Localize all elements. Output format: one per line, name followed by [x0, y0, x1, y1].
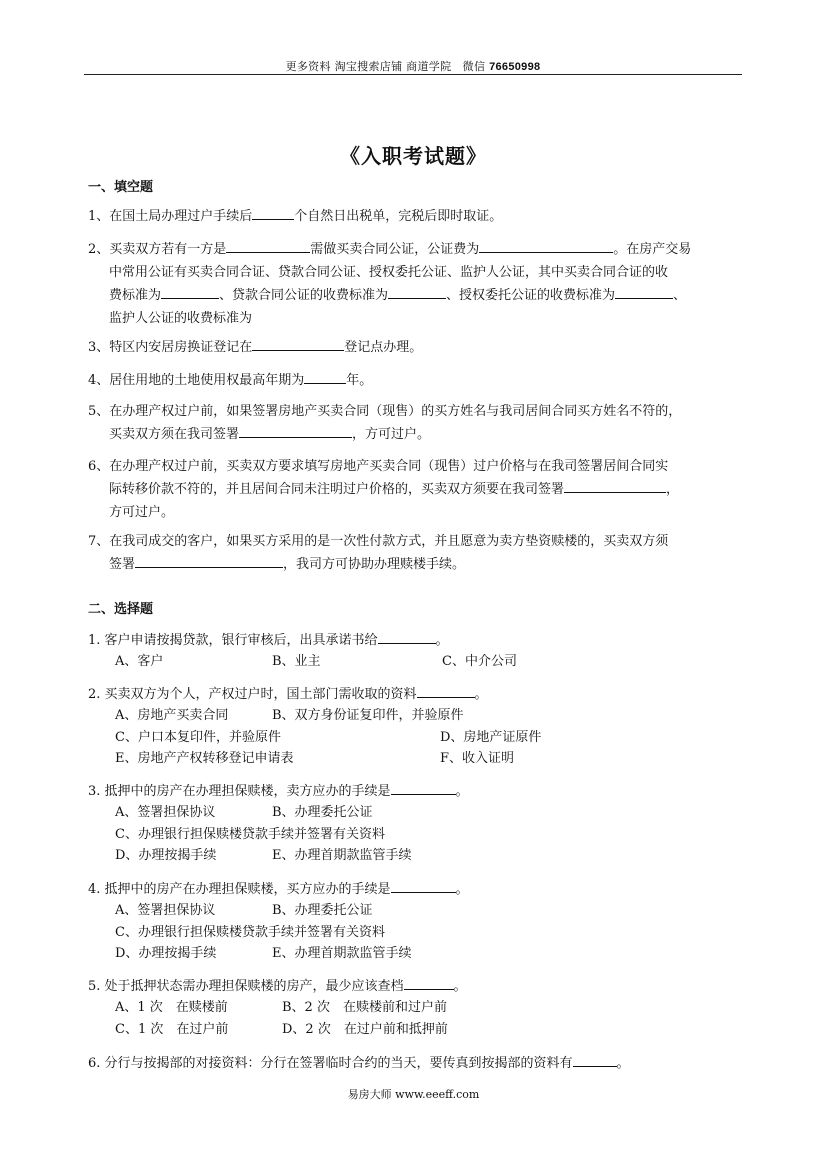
option[interactable]: D、办理按揭手续 — [115, 848, 217, 863]
option[interactable]: B、2 次 在赎楼前和过户前 — [282, 1000, 447, 1015]
question-3: 3、特区内安居房换证登记在 登记点办理。 — [88, 336, 740, 359]
answer-blank[interactable] — [391, 780, 456, 795]
choice-question-4: 4. 抵押中的房产在办理担保赎楼，买方应办的手续是 。 — [88, 878, 740, 901]
option[interactable]: A、1 次 在赎楼前 — [115, 1000, 228, 1015]
option[interactable]: A、签署担保协议 — [115, 903, 216, 918]
option[interactable]: C、1 次 在过户前 — [115, 1021, 229, 1037]
question-1: 1、在国土局办理过户手续后 个自然日出税单，完税后即时取证。 — [88, 205, 740, 228]
answer-blank[interactable] — [388, 284, 446, 299]
answer-blank[interactable] — [391, 878, 456, 893]
header-text: 更多资料 淘宝搜索店铺 商道学院 微信 — [285, 60, 490, 73]
option[interactable]: D、2 次 在过户前和抵押前 — [282, 1021, 448, 1037]
answer-blank[interactable] — [135, 553, 283, 568]
option[interactable]: C、办理银行担保赎楼贷款手续并签署有关资料 — [115, 924, 385, 940]
choice-question-5: 5. 处于抵押状态需办理担保赎楼的房产，最少应该查档 。 — [88, 975, 740, 998]
header-rule — [84, 74, 742, 75]
option[interactable]: E、办理首期款监管手续 — [272, 946, 412, 961]
choice-question-3: 3. 抵押中的房产在办理担保赎楼，卖方应办的手续是 。 — [88, 780, 740, 803]
answer-blank[interactable] — [615, 284, 673, 299]
answer-blank[interactable] — [239, 423, 352, 438]
option[interactable]: F、收入证明 — [440, 751, 515, 766]
answer-blank[interactable] — [304, 369, 346, 384]
answer-blank[interactable] — [404, 975, 454, 990]
option[interactable]: C、户口本复印件，并验原件 — [115, 729, 281, 745]
option[interactable]: B、双方身份证复印件，并验原件 — [272, 708, 464, 723]
answer-blank[interactable] — [417, 683, 475, 698]
page-title: 《入职考试题》 — [340, 144, 487, 168]
option[interactable]: D、房地产证原件 — [440, 729, 542, 745]
page-footer: 易房大师 www.eeeff.com — [347, 1088, 480, 1101]
choice-question-2: 2. 买卖双方为个人，产权过户时，国土部门需收取的资料 。 — [88, 683, 740, 706]
question-2: 2、买卖双方若有一方是 需做买卖合同公证，公证费为 。在房产交易 中常用公证有买卖合同合证、贷款合同公证、授权委托公证、监护人公证，其中买卖合同合证的收 费标准为 、贷款合同公证的收费标准为 、授权委托公证的收费标准为 、 监护人公证的收费标准为 — [88, 238, 740, 330]
option[interactable]: A、签署担保协议 — [115, 805, 216, 820]
answer-blank[interactable] — [564, 478, 666, 493]
answer-blank[interactable] — [252, 336, 344, 351]
option[interactable]: C、办理银行担保赎楼贷款手续并签署有关资料 — [115, 826, 385, 842]
answer-blank[interactable] — [378, 629, 436, 644]
answer-blank[interactable] — [226, 238, 310, 253]
page-header — [84, 58, 742, 74]
answer-blank[interactable] — [479, 238, 613, 253]
answer-blank[interactable] — [573, 1052, 617, 1067]
option[interactable]: B、业主 — [272, 654, 321, 669]
section-heading-choice: 二、选择题 — [88, 602, 154, 617]
option[interactable]: A、客户 — [115, 654, 164, 669]
question-7: 7、在我司成交的客户，如果买方采用的是一次性付款方式，并且愿意为卖方垫资赎楼的，买卖双方须 签署 ，我司方可协助办理赎楼手续。 — [88, 534, 669, 572]
option[interactable]: D、办理按揭手续 — [115, 946, 217, 961]
option[interactable]: B、办理委托公证 — [272, 903, 373, 918]
header-wechat-number: 76650998 — [489, 61, 541, 73]
answer-blank[interactable] — [252, 205, 294, 220]
option[interactable]: C、中介公司 — [442, 654, 517, 669]
section-heading-fill-in: 一、填空题 — [88, 180, 154, 195]
question-4: 4、居住用地的土地使用权最高年期为 年。 — [88, 369, 740, 392]
option[interactable]: A、房地产买卖合同 — [115, 708, 229, 723]
choice-question-1: 1. 客户申请按揭贷款，银行审核后，出具承诺书给 。 — [88, 629, 740, 652]
option[interactable]: E、房地产产权转移登记申请表 — [115, 751, 294, 766]
choice-question-6: 6. 分行与按揭部的对接资料：分行在签署临时合约的当天，要传真到按揭部的资料有 。 — [88, 1052, 740, 1075]
answer-blank[interactable] — [161, 284, 219, 299]
question-6: 6、在办理产权过户前，买卖双方要求填写房地产买卖合同（现售）过户价格与在我司签署居间合同实 际转移价款不符的，并且居间合同未注明过户价格的，买卖双方须要在我司签署 ， 方可过户。 — [88, 459, 680, 520]
option[interactable]: E、办理首期款监管手续 — [272, 848, 412, 863]
option[interactable]: B、办理委托公证 — [272, 805, 373, 820]
question-5: 5、在办理产权过户前，如果签署房地产买卖合同（现售）的买方姓名与我司居间合同买方姓名不符的， 买卖双方须在我司签署 ，方可过户。 — [88, 404, 682, 442]
